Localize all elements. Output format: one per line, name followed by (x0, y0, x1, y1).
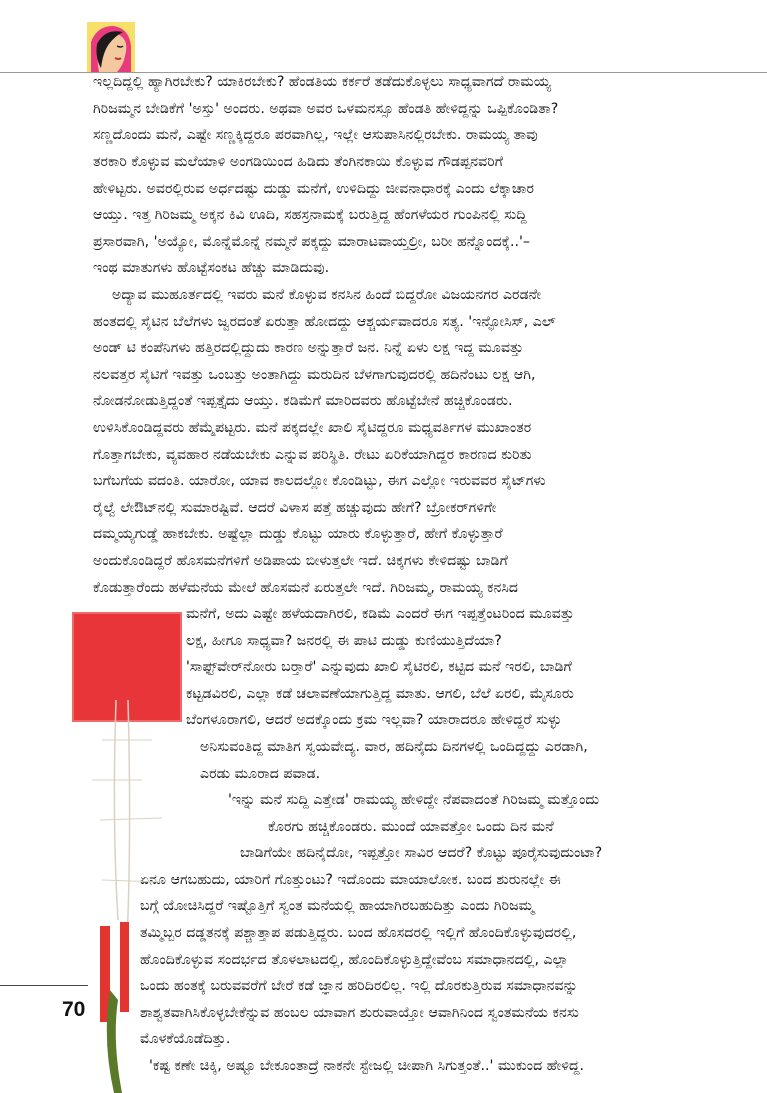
text-line: ಎರಡು ಮೂರಾದ ಪವಾಡ. (200, 766, 321, 782)
text-line: ಹೇಳಿಟ್ಟರು. ಅವರಲ್ಲಿರುವ ಅರ್ಧದಷ್ಟು ದುಡ್ಡು ಮನೆಗೆ, ಉಳಿದಿದ್ದು ಜೀವನಾಧಾರಕ್ಕೆ ಎಂದು ಲೆಕ್ಕಾಚಾರ (93, 181, 535, 197)
page-number: 70 (62, 998, 86, 1021)
text-line: ಒಂದು ಹಂತಕ್ಕೆ ಬರುವವರೆಗೆ ಬೇರೆ ಕಡೆ ಜ್ಞಾನ ಹರಿದಿರಲಿಲ್ಲ. ಇಲ್ಲಿ ದೊರಕುತ್ತಿರುವ ಸಮಾಧಾನವನ್ನು (140, 978, 578, 994)
text-line: ಕಟ್ಟಡವಿರಲಿ, ಎಲ್ಲಾ ಕಡೆ ಚಲಾವಣೆಯಾಗುತ್ತಿದ್ದ ಮಾತು. ಆಗಲಿ, ಬೆಲೆ ಏರಲಿ, ಮೈಸೂರು (186, 686, 574, 702)
text-line: ಗೊತ್ತಾಗಬೇಕು, ವ್ಯವಹಾರ ನಡೆಯಬೇಕು ಎನ್ನುವ ಪರಿಸ್ಥಿತಿ. ರೇಟು ಏರಿಕೆಯಾಗಿದ್ದರ ಕಾರಣದ ಕುರಿತು (93, 447, 532, 463)
text-line: ಸಣ್ಣದೊಂದು ಮನೆ, ಎಷ್ಟೇ ಸಣ್ಣಕ್ಕಿದ್ದರೂ ಪರವಾಗಿಲ್ಲ, ಇಲ್ಲೇ ಆಸುಪಾಸಿನಲ್ಲಿರಬೇಕು. ರಾಮಯ್ಯ ತಾವು (93, 127, 538, 143)
text-line: ತಮ್ಮಿಬ್ಬರ ದಡ್ಡತನಕ್ಕೆ ಪಶ್ಚಾತ್ತಾಪ ಪಡುತ್ತಿದ್ದರು. ಬಂದ ಹೊಸದರಲ್ಲಿ ಇಲ್ಲಿಗೆ ಹೊಂದಿಕೊಳ್ಳುವುದರಲ್ಲಿ, (140, 925, 577, 941)
text-line: ತರಕಾರಿ ಕೊಳ್ಳುವ ಮಲೆಯಾಳಿ ಅಂಗಡಿಯಿಂದ ಹಿಡಿದು ತೆಂಗಿನಕಾಯಿ ಕೊಳ್ಳುವ ಗೌಡಪ್ಪನವರಿಗೆ (93, 154, 503, 170)
text-line: 'ಸಾಫ್ಟ್‌ವೇರ್‌ನೋರು ಬರ್‍ತಾರೆ' ಎನ್ನುವುದು ಖಾಲಿ ಸೈಟಿರಲಿ, ಕಟ್ಟಿದ ಮನೆ ಇರಲಿ, ಬಾಡಿಗೆ (186, 659, 572, 675)
text-line: ಬಗೆಬಗೆಯ ವದಂತಿ. ಯಾರೋ, ಯಾವ ಕಾಲದಲ್ಲೋ ಕೊಂಡಿಟ್ಟು, ಈಗ ಎಲ್ಲೋ ಇರುವವರ ಸೈಟ್‌ಗಳು (93, 473, 546, 489)
text-line: ಉಳಿಸಿಕೊಂಡಿದ್ದವರು ಹೆಮ್ಮೆಪಟ್ಟರು. ಮನೆ ಪಕ್ಕದಲ್ಲೇ ಖಾಲಿ ಸೈಟಿದ್ದರೂ ಮಧ್ಯವರ್ತಿಗಳ ಮುಖಾಂತರ (93, 420, 532, 436)
text-line: ಶಾಶ್ವತವಾಗಿಸಿಕೊಳ್ಳಬೇಕೆನ್ನುವ ಹಂಬಲ ಯಾವಾಗ ಶುರುವಾಯ್ತೋ ಆವಾಗಿನಿಂದ ಸ್ವಂತಮನೆಯ ಕನಸು (140, 1005, 579, 1021)
text-line: ಮೊಳಕೆಯೊಡೆದಿತ್ತು. (140, 1031, 231, 1047)
text-line: ಬಾಡಿಗೆಯೇ ಹದಿನೈದೋ, ಇಪ್ಪತ್ತೋ ಸಾವಿರ ಆದರೆ? ಕೊಟ್ಟು ಪೂರೈಸುವುದುಂಟಾ? (240, 845, 603, 861)
text-line: ಅಂದುಕೊಂಡಿದ್ದರೆ ಹೊಸಮನೆಗಳಿಗೆ ಅಡಿಪಾಯ ಬೀಳುತ್ತಲೇ ಇದೆ. ಚಿಕ್ಕಗಳು ಕೇಳಿದಷ್ಟು ಬಾಡಿಗೆ (93, 553, 508, 569)
text-line: ದಮ್ಮಯ್ಯಗುಡ್ಡೆ ಹಾಕಬೇಕು. ಅಷ್ಟೆಲ್ಲಾ ದುಡ್ಡು ಕೊಟ್ಟು ಯಾರು ಕೊಳ್ಳುತ್ತಾರೆ, ಹೇಗೆ ಕೊಳ್ಳುತ್ತಾರೆ (93, 526, 503, 542)
text-line: ನೋಡನೋಡುತ್ತಿದ್ದಂತೆ ಇಪ್ಪತ್ತೈದು ಆಯ್ತು. ಕಡಿಮೆಗೆ ಮಾರಿದವರು ಹೊಟ್ಟೆಬೇನೆ ಹಚ್ಚಿಕೊಂಡರು. (93, 393, 513, 409)
decorative-stem-illustration (72, 700, 182, 1093)
text-line: ಇಂಥ ಮಾತುಗಳು ಹೊಟ್ಟೆಸಂಕಟ ಹೆಚ್ಚು ಮಾಡಿದುವು. (93, 260, 330, 276)
page-number-rule (0, 985, 88, 986)
text-line: ಲಕ್ಷ, ಹೀಗೂ ಸಾಧ್ಯವಾ? ಜನರಲ್ಲಿ ಈ ಪಾಟಿ ದುಡ್ಡು ಕುಣಿಯುತ್ತಿದೆಯಾ? (186, 633, 502, 649)
text-line: ಕೊಡುತ್ತಾರೆಂದು ಹಳೆಮನೆಯ ಮೇಲೆ ಹೊಸಮನೆ ಏರುತ್ತಲೇ ಇದೆ. ಗಿರಿಜಮ್ಮ, ರಾಮಯ್ಯ ಕನಸಿದ (93, 580, 519, 596)
text-line: ರೈಲ್ವೆ ಲೇಔಟ್‌ನಲ್ಲಿ ಸುಮಾರಷ್ಟಿವೆ. ಆದರೆ ವಿಳಾಸ ಪತ್ತೆ ಹಚ್ಚುವುದು ಹೇಗೆ? ಬ್ರೋಕರ್‌ಗಳಿಗೇ (93, 500, 497, 516)
text-line: ಇಲ್ಲದಿದ್ದಲ್ಲಿ ಹ್ಯಾಗಿರಬೇಕು? ಯಾಕಿರಬೇಕು? ಹೆಂಡತಿಯ ಕರ್ಕರೆ ತಡೆದುಕೊಳ್ಳಲು ಸಾಧ್ಯವಾಗದೆ ರಾಮಯ್ಯ (93, 74, 552, 90)
text-line: ಆಯ್ತು. ಇತ್ತ ಗಿರಿಜಮ್ಮ ಅಕ್ಕನ ಕಿವಿ ಊದಿ, ಸಹಸ್ರನಾಮಕ್ಕೆ ಬರುತ್ತಿದ್ದ ಹೆಂಗಳೆಯರ ಗುಂಪಿನಲ್ಲಿ ಸುದ್ದಿ (93, 207, 527, 223)
text-line: 'ಇನ್ನು ಮನೆ ಸುದ್ದಿ ಎತ್ತೇಡ' ರಾಮಯ್ಯ ಹೇಳಿದ್ದೇ ನೆಪವಾದಂತೆ ಗಿರಿಜಮ್ಮ ಮತ್ತೊಂದು (228, 792, 600, 808)
text-line: ಪ್ರಸಾರವಾಗಿ, 'ಅಯ್ಯೋ, ಮೊನ್ನೆಮೊನ್ನೆ ನಮ್ಮನೆ ಪಕ್ಕದ್ದು ಮಾರಾಟವಾಯ್ತಲ್ರೀ, ಬರೀ ಹನ್ನೊಂದಕ್ಕೆ..'– (93, 234, 530, 250)
text-line: ಮನೆಗೆ, ಅದು ಎಷ್ಟೇ ಹಳೆಯದಾಗಿರಲಿ, ಕಡಿಮೆ ಎಂದರೆ ಈಗ ಇಪ್ಪತ್ತೆಂಟರಿಂದ ಮೂವತ್ತು (186, 606, 575, 622)
text-line: ಗಿರಿಜಮ್ಮನ ಬೇಡಿಕೆಗೆ 'ಅಸ್ತು' ಅಂದರು. ಅಥವಾ ಅವರ ಒಳಮನಸ್ಸೂ ಹೆಂಡತಿ ಹೇಳಿದ್ದನ್ನು ಒಪ್ಪಿಕೊಂಡಿತಾ? (93, 101, 559, 117)
text-line: ಅನಿಸುವಂತಿದ್ದ ಮಾತಿಗ ಸ್ವಯವೇದ್ಯ. ವಾರ, ಹದಿನೈದು ದಿನಗಳಲ್ಲಿ ಒಂದಿದ್ದದ್ದು ಎರಡಾಗಿ, (200, 739, 588, 755)
text-line: ಹೊಂದಿಕೊಳ್ಳುವ ಸಂದರ್ಭದ ತೊಳಲಾಟದಲ್ಲಿ, ಹೊಂದಿಕೊಳ್ಳುತ್ತಿದ್ದೇವೆಂಬ ಸಮಾಧಾನದಲ್ಲಿ, ಎಲ್ಲಾ (140, 952, 569, 968)
text-line: ಬೆಂಗಳೂರಾಗಲಿ, ಆದರೆ ಅದಕ್ಕೊಂದು ಕ್ರಮ ಇಲ್ಲವಾ? ಯಾರಾದರೂ ಹೇಳಿದ್ದರೆ ಸುಳ್ಳು (186, 712, 562, 728)
text-line: ಬಗ್ಗೆ ಯೋಚಿಸಿದ್ದರೆ ಇಷ್ಟೊತ್ತಿಗೆ ಸ್ವಂತ ಮನೆಯಲ್ಲಿ ಹಾಯಾಗಿರಬಹುದಿತ್ತು ಎಂದು ಗಿರಿಜಮ್ಮ (140, 898, 535, 914)
text-line: ಅಂಡ್ ಟಿ ಕಂಪೆನಿಗಳು ಹತ್ತಿರದಲ್ಲಿದ್ದುದು ಕಾರಣ ಅನ್ನುತ್ತಾರೆ ಜನ. ನಿನ್ನೆ ಏಳು ಲಕ್ಷ ಇದ್ದ ಮೂವತ್ತು (93, 340, 524, 356)
text-line: ಏನೂ ಆಗಬಹುದು, ಯಾರಿಗೆ ಗೊತ್ತುಂಟು? ಇದೊಂದು ಮಾಯಾಲೋಕ. ಬಂದ ಶುರುನಲ್ಲೇ ಈ (140, 872, 561, 888)
text-line: ಅದ್ಯಾವ ಮುಹೂರ್ತದಲ್ಲಿ ಇವರು ಮನೆ ಕೊಳ್ಳುವ ಕನಸಿನ ಹಿಂದೆ ಬಿದ್ದರೋ ವಿಜಯನಗರ ಎರಡನೇ (112, 287, 542, 303)
text-line: ನಲವತ್ತರ ಸೈಟಿಗೆ ಇವತ್ತು ಒಂಬತ್ತು ಅಂತಾಗಿದ್ದು ಮರುದಿನ ಬೆಳಗಾಗುವುದರಲ್ಲಿ ಹದಿನೆಂಟು ಲಕ್ಷ ಆಗಿ, (93, 367, 536, 383)
text-line: ಹಂತದಲ್ಲಿ ಸೈಟಿನ ಬೆಲೆಗಳು ಜ್ವರದಂತೆ ಏರುತ್ತಾ ಹೋದದ್ದು ಆಶ್ಚರ್ಯವಾದರೂ ಸತ್ಯ. 'ಇನ್ಫೋಸಿಸ್, ಎಲ್ (93, 314, 556, 330)
text-line: ಕೊರಗು ಹಚ್ಚಿಕೊಂಡರು. ಮುಂದೆ ಯಾವತ್ತೋ ಒಂದು ದಿನ ಮನೆ (268, 819, 554, 835)
text-line: 'ಕಷ್ಟ ಕಣೇ ಚಿಕ್ಕಿ, ಅಷ್ಟೂ ಬೇಕೂಂತಾದ್ರೆ ನಾಕನೇ ಸ್ಟೇಜಲ್ಲಿ ಚೀಪಾಗಿ ಸಿಗುತ್ತಂತೆ..' ಮುಕುಂದ ಹೇಳಿದ್ದ. (149, 1058, 584, 1074)
